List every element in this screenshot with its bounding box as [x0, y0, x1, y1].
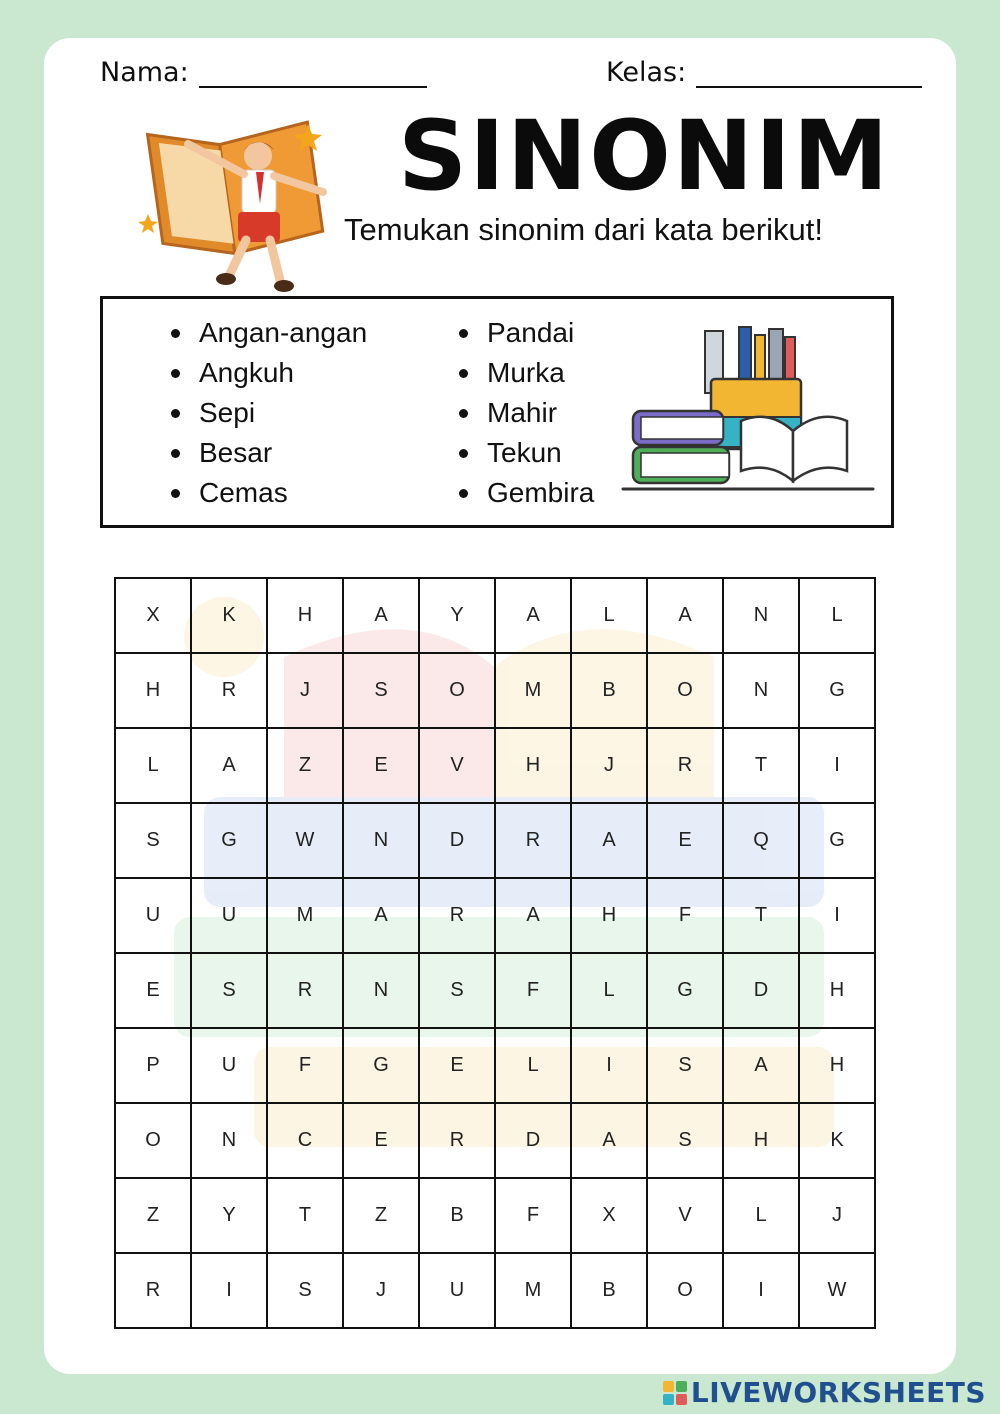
- grid-cell[interactable]: T: [267, 1178, 343, 1253]
- grid-cell[interactable]: A: [723, 1028, 799, 1103]
- grid-row: [115, 1028, 875, 1103]
- grid-cell[interactable]: S: [647, 1103, 723, 1178]
- grid-cell[interactable]: J: [267, 653, 343, 728]
- grid-cell[interactable]: R: [191, 653, 267, 728]
- grid-cell[interactable]: O: [647, 1253, 723, 1328]
- grid-cell[interactable]: A: [343, 578, 419, 653]
- word-list-left: [171, 313, 367, 513]
- grid-cell[interactable]: H: [723, 1103, 799, 1178]
- grid-cell[interactable]: P: [115, 1028, 191, 1103]
- grid-cell[interactable]: Z: [267, 728, 343, 803]
- grid-cell[interactable]: S: [647, 1028, 723, 1103]
- grid-cell[interactable]: D: [495, 1103, 571, 1178]
- grid-cell[interactable]: B: [571, 653, 647, 728]
- grid-cell[interactable]: Y: [191, 1178, 267, 1253]
- page-title: SINONIM: [398, 100, 891, 212]
- grid-cell[interactable]: E: [647, 803, 723, 878]
- grid-cell[interactable]: D: [419, 803, 495, 878]
- word-search-area: [114, 577, 876, 1335]
- grid-cell[interactable]: M: [267, 878, 343, 953]
- nama-field[interactable]: [100, 56, 427, 88]
- word-item: Angkuh: [171, 353, 367, 393]
- grid-cell[interactable]: S: [191, 953, 267, 1028]
- grid-cell[interactable]: E: [343, 1103, 419, 1178]
- grid-cell[interactable]: F: [495, 1178, 571, 1253]
- grid-cell[interactable]: O: [419, 653, 495, 728]
- grid-cell[interactable]: L: [495, 1028, 571, 1103]
- word-item: Gembira: [459, 473, 594, 513]
- grid-row: [115, 953, 875, 1028]
- grid-cell[interactable]: U: [191, 878, 267, 953]
- grid-cell[interactable]: L: [723, 1178, 799, 1253]
- grid-cell[interactable]: L: [799, 578, 875, 653]
- grid-cell[interactable]: V: [419, 728, 495, 803]
- grid-cell[interactable]: X: [115, 578, 191, 653]
- word-list-box: [100, 296, 894, 528]
- grid-cell[interactable]: E: [343, 728, 419, 803]
- grid-cell[interactable]: R: [267, 953, 343, 1028]
- grid-cell[interactable]: G: [343, 1028, 419, 1103]
- grid-cell[interactable]: W: [799, 1253, 875, 1328]
- grid-cell[interactable]: R: [419, 878, 495, 953]
- word-item: Sepi: [171, 393, 367, 433]
- grid-cell[interactable]: I: [571, 1028, 647, 1103]
- grid-cell[interactable]: L: [571, 578, 647, 653]
- grid-cell[interactable]: R: [495, 803, 571, 878]
- grid-cell[interactable]: J: [799, 1178, 875, 1253]
- liveworksheets-logo[interactable]: [663, 1376, 986, 1409]
- grid-cell[interactable]: A: [647, 578, 723, 653]
- grid-cell[interactable]: S: [115, 803, 191, 878]
- grid-cell[interactable]: U: [191, 1028, 267, 1103]
- kelas-label: Kelas:: [606, 57, 687, 88]
- word-item: Mahir: [459, 393, 594, 433]
- grid-cell[interactable]: S: [343, 653, 419, 728]
- grid-cell[interactable]: S: [267, 1253, 343, 1328]
- grid-cell[interactable]: O: [647, 653, 723, 728]
- grid-cell[interactable]: L: [571, 953, 647, 1028]
- grid-row: [115, 878, 875, 953]
- grid-cell[interactable]: H: [495, 728, 571, 803]
- grid-row: [115, 1178, 875, 1253]
- grid-cell[interactable]: E: [419, 1028, 495, 1103]
- grid-cell[interactable]: Z: [115, 1178, 191, 1253]
- grid-row: [115, 1253, 875, 1328]
- grid-cell[interactable]: I: [191, 1253, 267, 1328]
- kelas-field[interactable]: [606, 56, 922, 88]
- grid-cell[interactable]: H: [571, 878, 647, 953]
- grid-cell[interactable]: R: [647, 728, 723, 803]
- grid-cell[interactable]: A: [495, 878, 571, 953]
- grid-cell[interactable]: G: [191, 803, 267, 878]
- grid-cell[interactable]: U: [419, 1253, 495, 1328]
- grid-cell[interactable]: A: [495, 578, 571, 653]
- grid-cell[interactable]: V: [647, 1178, 723, 1253]
- grid-cell[interactable]: B: [419, 1178, 495, 1253]
- liveworksheets-icon: [663, 1381, 687, 1405]
- grid-cell[interactable]: F: [267, 1028, 343, 1103]
- grid-cell[interactable]: Z: [343, 1178, 419, 1253]
- grid-cell[interactable]: G: [799, 653, 875, 728]
- grid-cell[interactable]: K: [799, 1103, 875, 1178]
- grid-cell[interactable]: X: [571, 1178, 647, 1253]
- grid-cell[interactable]: R: [419, 1103, 495, 1178]
- grid-cell[interactable]: N: [343, 953, 419, 1028]
- grid-cell[interactable]: F: [647, 878, 723, 953]
- grid-cell[interactable]: G: [799, 803, 875, 878]
- nama-label: Nama:: [100, 57, 189, 88]
- grid-cell[interactable]: A: [571, 803, 647, 878]
- grid-cell[interactable]: I: [799, 878, 875, 953]
- grid-cell[interactable]: I: [723, 1253, 799, 1328]
- grid-row: [115, 653, 875, 728]
- grid-cell[interactable]: E: [115, 953, 191, 1028]
- kelas-input-line[interactable]: [696, 56, 922, 88]
- grid-row: [115, 1103, 875, 1178]
- grid-cell[interactable]: I: [799, 728, 875, 803]
- grid-cell[interactable]: W: [267, 803, 343, 878]
- grid-cell[interactable]: H: [267, 578, 343, 653]
- grid-cell[interactable]: Y: [419, 578, 495, 653]
- grid-cell[interactable]: S: [419, 953, 495, 1028]
- grid-cell[interactable]: K: [191, 578, 267, 653]
- letter-grid: [114, 577, 876, 1329]
- flying-book-kid-illustration: [118, 104, 338, 304]
- brand-name: LIVEWORKSHEETS: [690, 1376, 986, 1409]
- grid-cell[interactable]: N: [723, 653, 799, 728]
- word-item: Cemas: [171, 473, 367, 513]
- instruction-text: Temukan sinonim dari kata berikut!: [344, 212, 824, 247]
- grid-cell[interactable]: A: [571, 1103, 647, 1178]
- grid-cell[interactable]: T: [723, 878, 799, 953]
- books-and-pencils-illustration: [619, 321, 879, 501]
- word-item: Tekun: [459, 433, 594, 473]
- word-list-right: [459, 313, 594, 513]
- word-item: Murka: [459, 353, 594, 393]
- word-item: Besar: [171, 433, 367, 473]
- grid-cell[interactable]: J: [571, 728, 647, 803]
- nama-input-line[interactable]: [199, 56, 427, 88]
- grid-cell[interactable]: N: [191, 1103, 267, 1178]
- grid-cell[interactable]: B: [571, 1253, 647, 1328]
- grid-cell[interactable]: M: [495, 1253, 571, 1328]
- grid-cell[interactable]: N: [343, 803, 419, 878]
- grid-cell[interactable]: U: [115, 878, 191, 953]
- grid-row: [115, 728, 875, 803]
- grid-row: [115, 803, 875, 878]
- grid-cell[interactable]: L: [115, 728, 191, 803]
- grid-row: [115, 578, 875, 653]
- grid-cell[interactable]: A: [343, 878, 419, 953]
- grid-cell[interactable]: G: [647, 953, 723, 1028]
- word-item: Angan-angan: [171, 313, 367, 353]
- grid-cell[interactable]: J: [343, 1253, 419, 1328]
- grid-cell[interactable]: H: [799, 953, 875, 1028]
- grid-cell[interactable]: H: [799, 1028, 875, 1103]
- grid-cell[interactable]: A: [191, 728, 267, 803]
- grid-cell[interactable]: N: [723, 578, 799, 653]
- grid-cell[interactable]: C: [267, 1103, 343, 1178]
- grid-cell[interactable]: T: [723, 728, 799, 803]
- grid-cell[interactable]: H: [115, 653, 191, 728]
- grid-cell[interactable]: R: [115, 1253, 191, 1328]
- grid-cell[interactable]: Q: [723, 803, 799, 878]
- grid-cell[interactable]: D: [723, 953, 799, 1028]
- grid-cell[interactable]: O: [115, 1103, 191, 1178]
- grid-cell[interactable]: F: [495, 953, 571, 1028]
- grid-cell[interactable]: M: [495, 653, 571, 728]
- word-item: Pandai: [459, 313, 594, 353]
